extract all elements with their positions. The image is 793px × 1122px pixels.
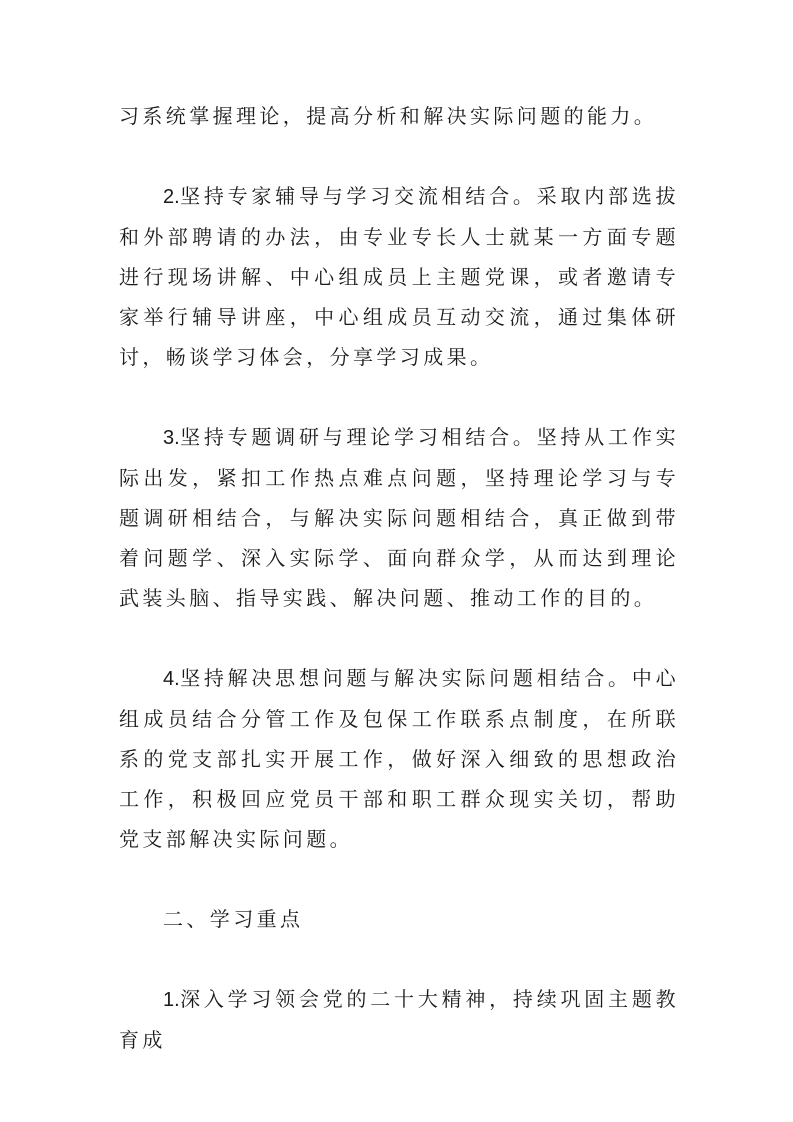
paragraph-item-4 <box>119 658 679 859</box>
paragraph-gap <box>119 939 679 979</box>
paragraph-gap <box>119 377 679 417</box>
section-heading: 二、学习重点 <box>163 907 304 931</box>
paragraph-gap <box>119 136 679 176</box>
paragraph-text: 习系统掌握理论，提高分析和解决实际问题的能力。 <box>119 104 658 128</box>
document-page <box>119 96 679 1060</box>
paragraph-item-2 <box>119 176 679 377</box>
paragraph-gap <box>119 618 679 658</box>
item-number: 3. <box>163 427 180 449</box>
paragraph-text: 深入学习领会党的二十大精神，持续巩固主题教育成 <box>119 987 679 1052</box>
paragraph-gap <box>119 859 679 899</box>
paragraph-text: 坚持专家辅导与学习交流相结合。采取内部选拔和外部聘请的办法，由专业专长人士就某一方面专题进行现场讲解、中心组成员上主题党课，或者邀请专家举行辅导讲座，中心组成员互动交流，通过集体研讨，畅谈学习体会，分享学习成果。 <box>119 184 679 369</box>
item-number: 2. <box>163 186 180 208</box>
item-number: 4. <box>163 668 180 690</box>
paragraph-item-3 <box>119 417 679 618</box>
paragraph-text: 坚持专题调研与理论学习相结合。坚持从工作实际出发，紧扣工作热点难点问题，坚持理论学习与专题调研相结合，与解决实际问题相结合，真正做到带着问题学、深入实际学、面向群众学，从而达到理论武装头脑、指导实践、解决问题、推动工作的目的。 <box>119 425 679 610</box>
item-number: 1. <box>163 989 180 1011</box>
paragraph-item-1-key-points <box>119 979 679 1060</box>
paragraph-text: 坚持解决思想问题与解决实际问题相结合。中心组成员结合分管工作及包保工作联系点制度，在所联系的党支部扎实开展工作，做好深入细致的思想政治工作，积极回应党员干部和职工群众现实关切，帮助党支部解决实际问题。 <box>119 666 679 851</box>
paragraph-continuation <box>119 96 679 136</box>
